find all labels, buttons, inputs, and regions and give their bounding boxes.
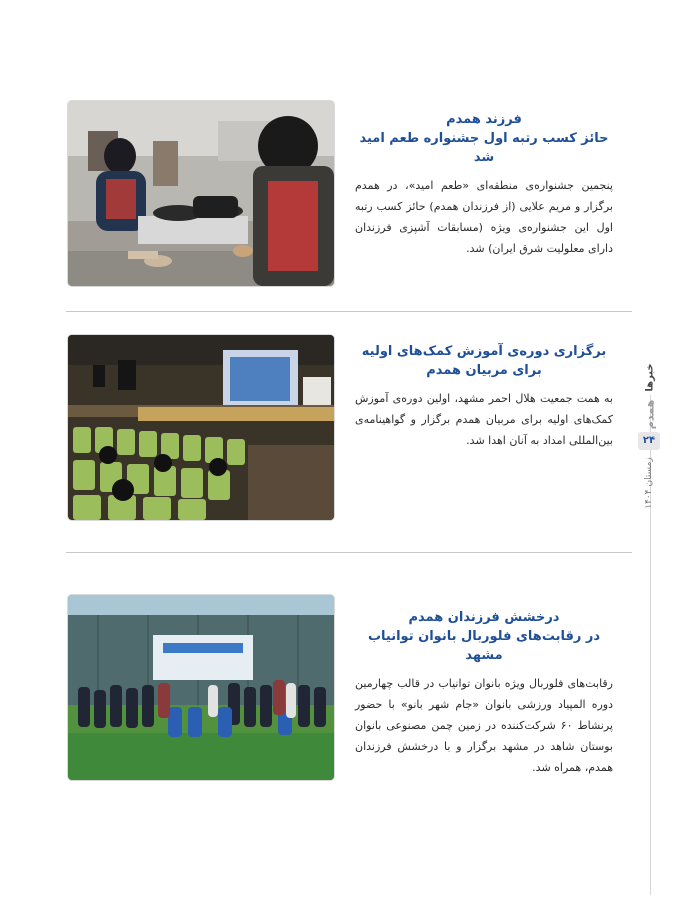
cooking-contest-photo bbox=[68, 101, 334, 286]
team-group-image bbox=[68, 595, 334, 780]
kitchen-scene-image bbox=[68, 101, 334, 286]
first-aid-training-photo bbox=[68, 335, 334, 520]
logo-mark: همدم bbox=[643, 399, 657, 430]
article-3-body: رقابت‌های فلوربال ویژه بانوان توانیاب در قالب چهارمین دوره المپیاد ورزشی بانوان «جام شهر بانو» با حضور پرنشاط ۶۰ شرکت‌کننده در زمین چمن مصنوعی بانوان بوستان شاهد در مشهد برگزار و با درخشش فرزندان همدم، همراه شد. bbox=[355, 677, 613, 774]
article-1-title bbox=[355, 110, 613, 167]
page-number: ۲۴ bbox=[638, 432, 660, 450]
article-3-text bbox=[355, 608, 613, 778]
auditorium-image bbox=[68, 335, 334, 520]
article-1-text bbox=[355, 110, 613, 259]
article-3-title-line2: در رقابت‌های فلوربال بانوان توانیاب مشهد bbox=[367, 629, 601, 663]
article-2-title bbox=[355, 342, 613, 380]
article-1-body: پنجمین جشنواره‌ی منطقه‌ای «طعم امید»، در همدم برگزار و مریم علایی (از فرزندان همدم) حائز کسب رتبه اول این جشنواره‌ی ویژه (مسابقات آشپزی فرزندان دارای معلولیت شرق ایران) شد. bbox=[355, 179, 613, 255]
section-divider-2 bbox=[66, 552, 632, 553]
article-2-title-line1: برگزاری دوره‌ی آموزش کمک‌های اولیه bbox=[361, 344, 607, 359]
article-2-text bbox=[355, 342, 613, 451]
floorball-team-photo bbox=[68, 595, 334, 780]
article-3-title-line1: درخشش فرزندان همدم bbox=[408, 610, 560, 625]
article-1-title-line1: فرزند همدم bbox=[446, 112, 522, 127]
section-label: خبرها bbox=[644, 363, 656, 392]
issue-date: زمستان ۱۴۰۴ bbox=[644, 457, 654, 509]
article-3-title bbox=[355, 608, 613, 665]
article-1-title-line2: حائز کسب رتبه اول جشنواره طعم امید شد bbox=[359, 131, 609, 165]
article-2-body: به همت جمعیت هلال احمر مشهد، اولین دوره‌ی آموزش کمک‌های اولیه برای مربیان همدم برگزار و گواهینامه‌ی بین‌المللی امداد به آنان اهدا شد. bbox=[355, 392, 613, 447]
article-2-title-line2: برای مربیان همدم bbox=[426, 363, 542, 378]
section-divider-1 bbox=[66, 311, 632, 312]
